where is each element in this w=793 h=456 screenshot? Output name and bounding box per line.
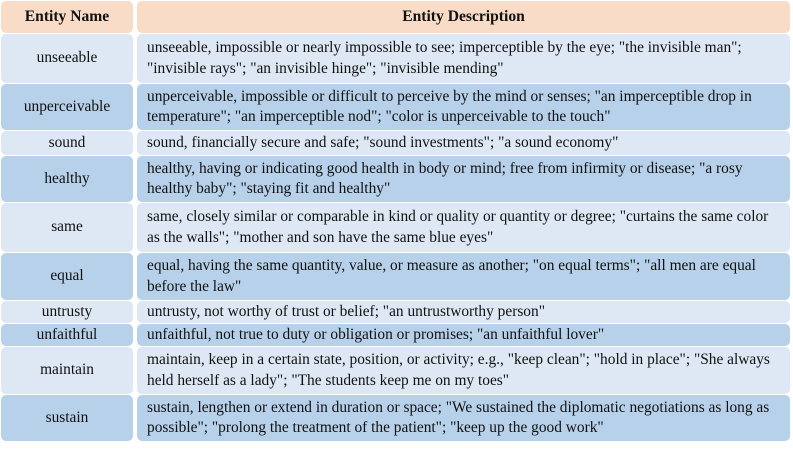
entity-name-cell: sustain: [1, 395, 133, 441]
entity-name-cell: unperceivable: [1, 84, 133, 130]
entity-description-cell: same, closely similar or comparable in kind or quality or quantity or degree; "curtains the same color as the walls"; "mother and son have the same blue eyes": [137, 203, 790, 252]
entity-name-cell: equal: [1, 253, 133, 300]
entity-description-cell: healthy, having or indicating good health in body or mind; free from infirmity or disease; "a rosy healthy baby"; "staying fit and healthy": [137, 156, 790, 202]
entity-description-cell: untrusty, not worthy of trust or belief; "an untrustworthy person": [137, 301, 790, 323]
entity-description-cell: maintain, keep in a certain state, position, or activity; e.g., "keep clean"; "hold in place"; "She always held herself as a lady"; "The students keep me on my toes": [137, 347, 790, 394]
entity-name-cell: untrusty: [1, 301, 133, 323]
entity-name-cell: unseeable: [1, 34, 133, 83]
entity-name-cell: same: [1, 203, 133, 252]
entity-description-cell: unfaithful, not true to duty or obligation or promises; "an unfaithful lover": [137, 324, 790, 346]
entity-description-cell: unperceivable, impossible or difficult to perceive by the mind or senses; "an imperceptible drop in temperature"; "an imperceptible nod"; "color is unperceivable to the touch": [137, 84, 790, 130]
entity-name-cell: unfaithful: [1, 324, 133, 346]
entity-table: [1, 1, 792, 454]
entity-description-cell: sound, financially secure and safe; "sound investments"; "a sound economy": [137, 131, 790, 155]
entity-name-cell: sound: [1, 131, 133, 155]
header-entity-name: Entity Name: [1, 1, 133, 33]
entity-description-cell: equal, having the same quantity, value, or measure as another; "on equal terms"; "all men are equal before the law": [137, 253, 790, 300]
entity-name-cell: maintain: [1, 347, 133, 394]
header-entity-description: Entity Description: [137, 1, 790, 33]
entity-description-cell: unseeable, impossible or nearly impossible to see; imperceptible by the eye; "the invisible man"; "invisible rays"; "an invisible hinge"; "invisible mending": [137, 34, 790, 83]
entity-name-cell: healthy: [1, 156, 133, 202]
entity-description-cell: sustain, lengthen or extend in duration or space; "We sustained the diplomatic negotiations as long as possible"; "prolong the treatment of the patient"; "keep up the good work": [137, 395, 790, 441]
